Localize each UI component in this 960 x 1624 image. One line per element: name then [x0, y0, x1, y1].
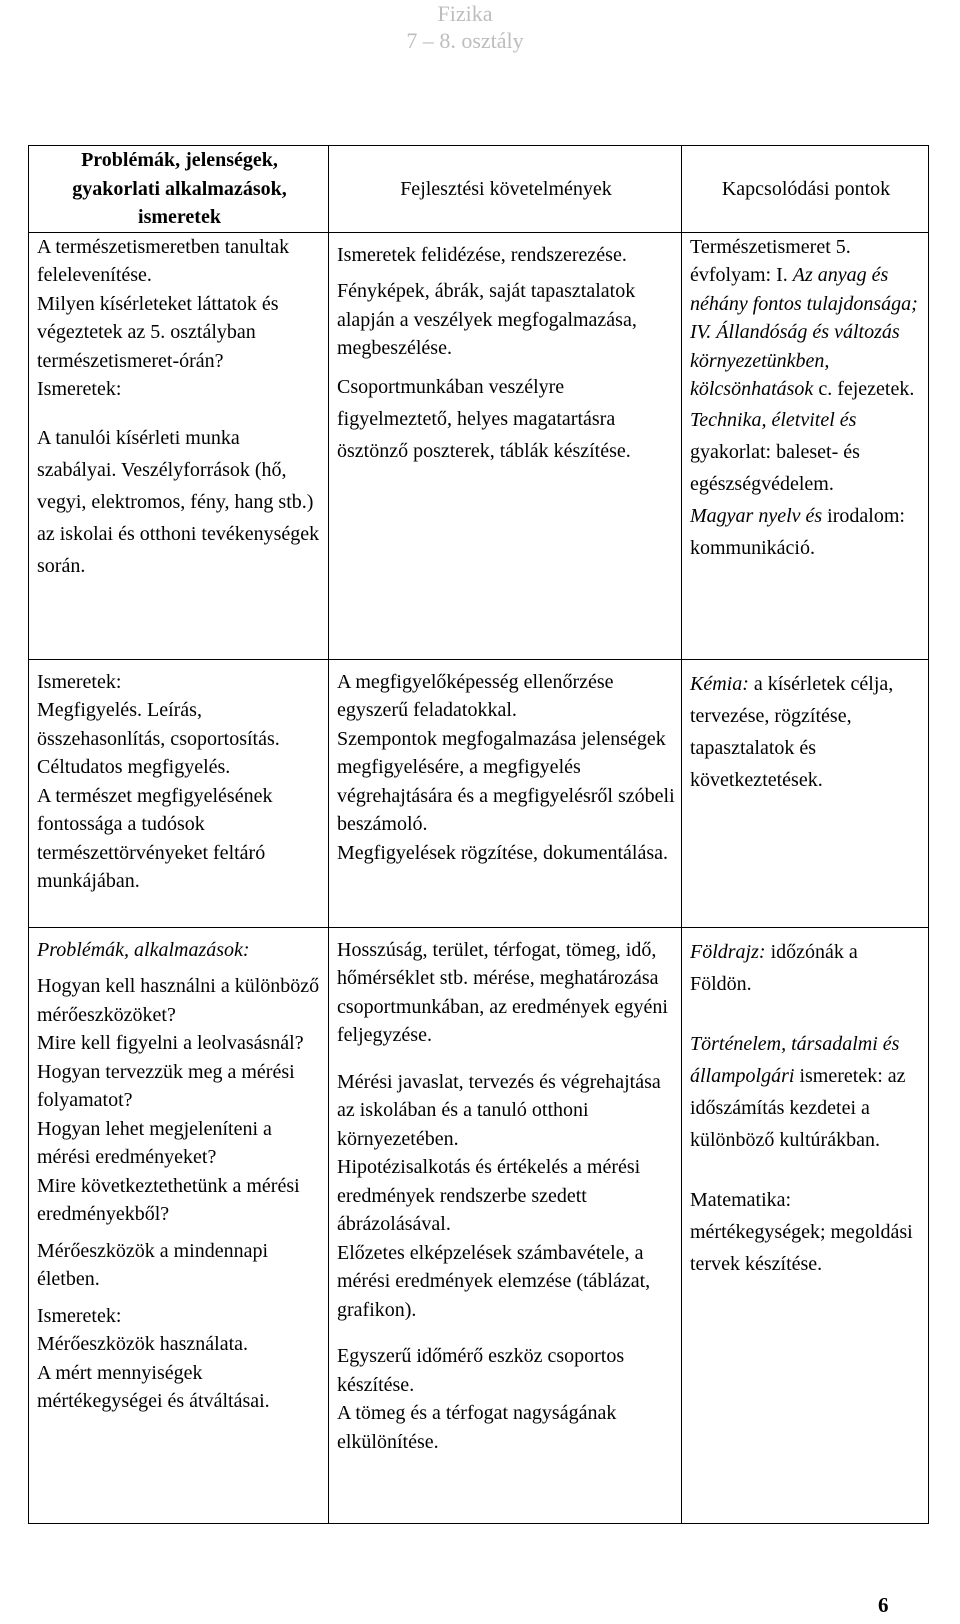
row1-req-p1: Ismeretek felidézése, rendszerezése.	[337, 243, 627, 266]
row3-topics-cell	[29, 927, 329, 1523]
page-header	[0, 0, 930, 54]
row2-req-l2: Szempontok megfogalmazása jelenségek megfigyelésére, a megfigyelés végrehajtására és a megfigyelésről szóbeli beszámoló.	[337, 727, 675, 835]
row3-conn-a	[690, 936, 922, 1000]
row1-conn-p3-plain: irodalom: kommunikáció.	[690, 504, 905, 559]
row1-intro: A természetismeretben tanultak felelevenítése.	[37, 235, 290, 286]
row2-l3: A természet megfigyelésének fontossága a tudósok természettörvényeket feltáró munkájában.	[37, 784, 273, 892]
row3-conn-a-italic: Földrajz:	[690, 940, 766, 963]
row3-req-p2a: Mérési javaslat, tervezés és végrehajtása az iskolában és a tanuló otthoni környezetében.	[337, 1070, 661, 1150]
row3-requirements-cell	[329, 927, 682, 1523]
row1-req-p3: Csoportmunkában veszélyre figyelmeztető, helyes magatartásra ösztönző poszterek, táblák készítése.	[337, 375, 631, 462]
table-row	[29, 927, 929, 1523]
row3-connections-cell	[682, 927, 929, 1523]
row1-conn-p2-italic: Technika, életvitel és	[690, 408, 857, 431]
table-header-row	[29, 146, 929, 233]
row3-req-p3b: A tömeg és a térfogat nagyságának elkülönítése.	[337, 1402, 617, 1453]
row3-req-p3a: Egyszerű időmérő eszköz csoportos készítése.	[337, 1345, 625, 1396]
row3-l2: A mért mennyiségek mértékegységei és átváltásai.	[37, 1361, 270, 1412]
row2-conn-italic: Kémia:	[690, 672, 749, 695]
row3-q1: Hogyan kell használni a különböző mérőeszközöket?	[37, 975, 320, 1026]
row1-requirements-cell	[329, 232, 682, 659]
row3-q5: Mire következtethetünk a mérési eredményekből?	[37, 1174, 300, 1225]
row1-conn-p1-tail: c. fejezetek.	[818, 378, 915, 400]
row3-conn-a-plain: időzónák a Földön.	[690, 940, 858, 995]
row2-heading: Ismeretek:	[37, 670, 122, 693]
row1-connections-cell	[682, 232, 929, 659]
row2-l2: Céltudatos megfigyelés.	[37, 756, 231, 778]
row1-conn-p1-italic: Az anyag és néhány fontos tulajdonsága; IV. Állandóság és változás környezetünkben, kölcsönhatások	[690, 264, 918, 400]
header-grade: 7 – 8. osztály	[406, 28, 524, 53]
row1-conn-p3-italic: Magyar nyelv és	[690, 504, 823, 527]
row1-question: Milyen kísérleteket láttatok és végeztetek az 5. osztályban természetismeret-órán?	[37, 292, 279, 372]
row1-heading: Ismeretek:	[37, 378, 122, 400]
row2-conn-plain: a kísérletek célja, tervezése, rögzítése, tapasztalatok és következtetések.	[690, 672, 894, 791]
curriculum-table	[28, 145, 929, 1524]
row3-q4: Hogyan lehet megjeleníteni a mérési eredményeket?	[37, 1117, 272, 1168]
page-number: 6	[878, 1593, 889, 1617]
row3-req-p2b: Hipotézisalkotás és értékelés a mérési eredmények rendszerbe szedett ábrázolásával.	[337, 1156, 641, 1235]
row3-heading2: Ismeretek:	[37, 1304, 122, 1327]
table-row	[29, 232, 929, 659]
row3-p2: Mérőeszközök a mindennapi életben.	[37, 1239, 269, 1290]
row3-conn-c: Matematika: mértékegységek; megoldási tervek készítése.	[690, 1188, 913, 1275]
row1-body: A tanulói kísérleti munka szabályai. Veszélyforrások (hő, vegyi, elektromos, fény, hang stb.) az iskolai és otthoni tevékenységek során.	[37, 426, 320, 577]
row2-connections-cell	[682, 659, 929, 927]
header-subject: Fizika	[437, 1, 493, 26]
row1-conn-p2-plain: gyakorlat: baleset- és egészségvédelem.	[690, 440, 860, 495]
row1-topics-cell	[29, 232, 329, 659]
header-col-requirements: Fejlesztési követelmények	[329, 146, 682, 233]
row2-conn	[690, 668, 922, 796]
row1-conn-p1	[690, 233, 922, 404]
row2-requirements-cell	[329, 659, 682, 927]
row3-heading: Problémák, alkalmazások:	[37, 938, 250, 961]
row2-l1: Megfigyelés. Leírás, összehasonlítás, csoportosítás.	[37, 699, 280, 750]
row2-req-l1: A megfigyelőképesség ellenőrzése egyszerű feladatokkal.	[337, 670, 614, 721]
row1-conn-p1-plain: Természetismeret 5. évfolyam: I.	[690, 235, 851, 286]
row3-q2: Mire kell figyelni a leolvasásnál?	[37, 1032, 304, 1054]
row3-req-p2c: Előzetes elképzelések számbavétele, a mérési eredmények elemzése (táblázat, grafikon).	[337, 1241, 651, 1321]
row3-conn-b	[690, 1028, 922, 1156]
row2-req-l3: Megfigyelések rögzítése, dokumentálása.	[337, 841, 668, 864]
row3-l1: Mérőeszközök használata.	[37, 1333, 249, 1355]
table-row	[29, 659, 929, 927]
row1-conn-p3	[690, 500, 922, 564]
row3-req-p1: Hosszúság, terület, térfogat, tömeg, idő, hőmérséklet stb. mérése, meghatározása csoportmunkában, az eredmények egyéni feljegyzése.	[337, 938, 668, 1046]
row3-q3: Hogyan tervezzük meg a mérési folyamatot?	[37, 1060, 295, 1111]
row1-conn-p2	[690, 404, 922, 500]
row2-topics-cell	[29, 659, 329, 927]
row3-conn-b-italic: Történelem, társadalmi és állampolgári	[690, 1032, 900, 1087]
header-col-connections: Kapcsolódási pontok	[682, 146, 929, 233]
row1-req-p2: Fényképek, ábrák, saját tapasztalatok alapján a veszélyek megfogalmazása, megbeszélése.	[337, 280, 637, 359]
row3-conn-b-plain: ismeretek: az időszámítás kezdetei a különböző kultúrákban.	[690, 1064, 906, 1151]
header-col-topics: Problémák, jelenségek, gyakorlati alkalmazások, ismeretek	[29, 146, 329, 233]
